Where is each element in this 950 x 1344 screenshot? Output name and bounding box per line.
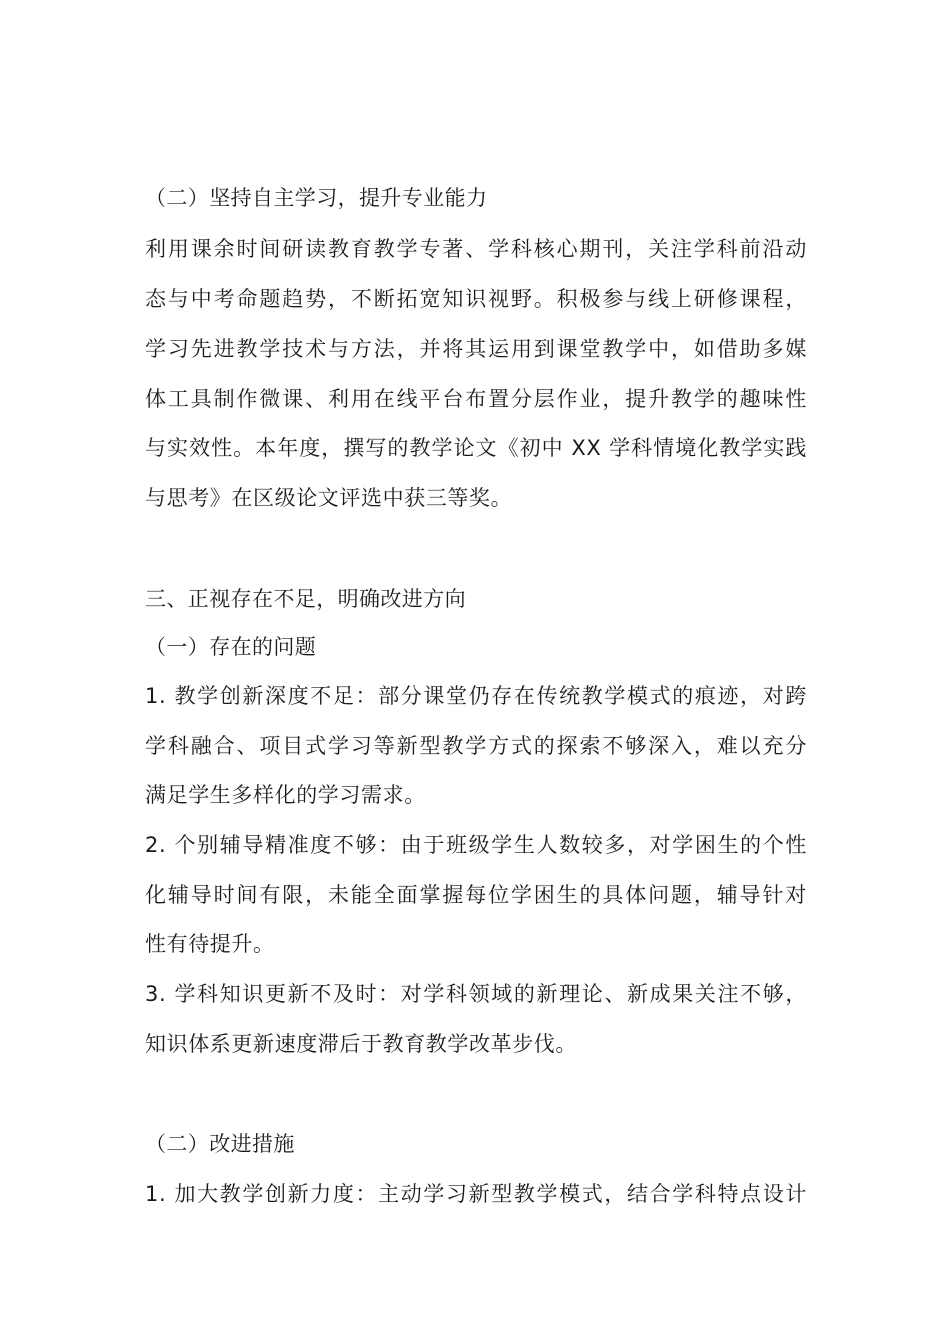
problem-line: 学科融合、项目式学习等新型教学方式的探索不够深入，难以充分 [145,734,807,758]
subsection-one-heading: （一）存在的问题 [145,635,317,659]
problem-line: 性有待提升。 [145,932,275,956]
paragraph-line: 学习先进教学技术与方法，并将其运用到课堂教学中，如借助多媒 [145,337,807,361]
section-two-heading: （二）坚持自主学习，提升专业能力 [145,186,488,210]
paragraph-line: 与思考》在区级论文评选中获三等奖。 [145,486,513,510]
problem-line: 1. 教学创新深度不足：部分课堂仍存在传统教学模式的痕迹，对跨 [145,684,807,708]
problem-line: 化辅导时间有限，未能全面掌握每位学困生的具体问题，辅导针对 [145,883,807,907]
problem-line: 3. 学科知识更新不及时：对学科领域的新理论、新成果关注不够， [145,982,807,1006]
problem-line: 满足学生多样化的学习需求。 [145,783,426,807]
section-three-heading: 三、正视存在不足，明确改进方向 [145,587,466,611]
paragraph-line: 与实效性。本年度，撰写的教学论文《初中 XX 学科情境化教学实践 [145,436,807,460]
measure-line: 1. 加大教学创新力度：主动学习新型教学模式，结合学科特点设计 [145,1182,807,1206]
problem-line: 2. 个别辅导精准度不够：由于班级学生人数较多，对学困生的个性 [145,833,807,857]
paragraph-line: 利用课余时间研读教育教学专著、学科核心期刊，关注学科前沿动 [145,237,807,261]
paragraph-line: 体工具制作微课、利用在线平台布置分层作业，提升教学的趣味性 [145,387,807,411]
subsection-two-heading: （二）改进措施 [145,1132,295,1156]
problem-line: 知识体系更新速度滞后于教育教学改革步伐。 [145,1032,577,1056]
paragraph-line: 态与中考命题趋势，不断拓宽知识视野。积极参与线上研修课程， [145,287,807,311]
